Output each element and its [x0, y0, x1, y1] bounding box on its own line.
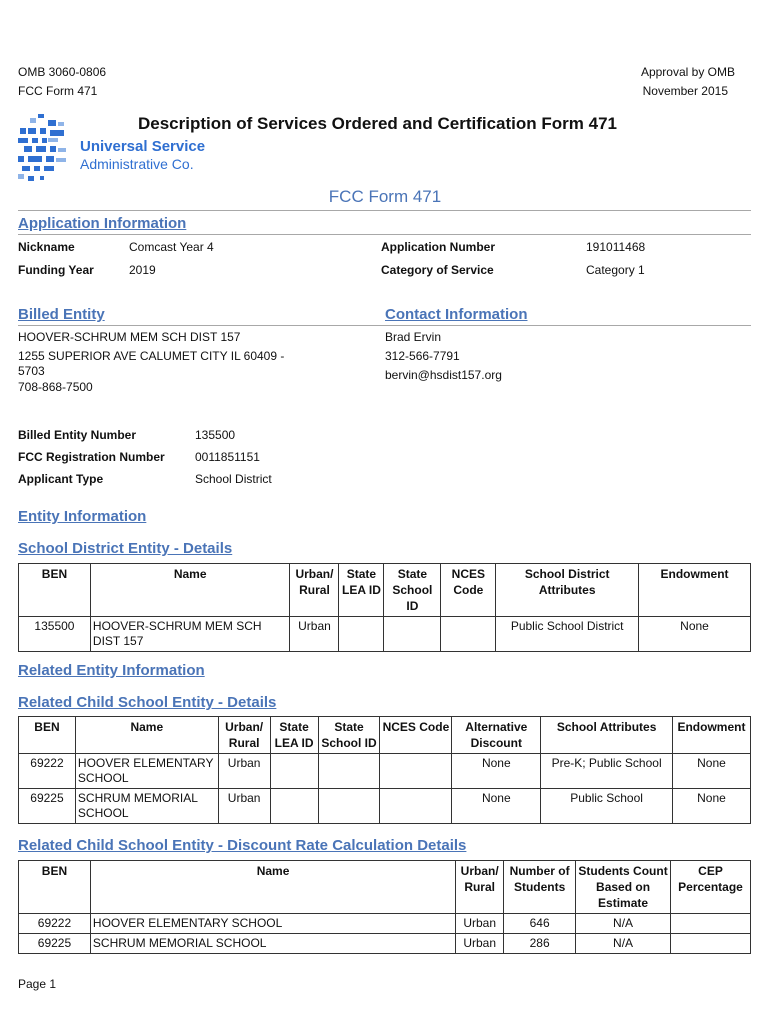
table-cell [380, 754, 452, 789]
billed-entity-divider [18, 325, 751, 326]
table-cell: Public School [541, 789, 673, 824]
table-cell: HOOVER ELEMENTARY SCHOOL [90, 914, 455, 934]
column-header: CEP Percentage [671, 861, 751, 914]
table-cell: N/A [576, 934, 671, 954]
table-row [19, 914, 751, 934]
table-cell: Urban [290, 617, 339, 652]
district-entity-table [18, 563, 751, 652]
table-cell: HOOVER-SCHRUM MEM SCH DIST 157 [90, 617, 290, 652]
table-cell [671, 934, 751, 954]
table-cell: SCHRUM MEMORIAL SCHOOL [90, 934, 455, 954]
funding-year-label: Funding Year [18, 263, 94, 277]
table-cell [270, 789, 318, 824]
column-header: BEN [19, 861, 91, 914]
table-cell [318, 789, 380, 824]
related-entity-heading: Related Entity Information [18, 662, 205, 679]
billed-entity-phone: 708-868-7500 [18, 380, 93, 394]
contact-email[interactable]: bervin@hsdist157.org [385, 368, 502, 382]
column-header: BEN [19, 717, 76, 754]
column-header: NCES Code [441, 564, 496, 617]
column-header: State LEA ID [270, 717, 318, 754]
column-header: Urban/ Rural [456, 861, 504, 914]
table-cell: Urban [218, 789, 270, 824]
child-entity-table [18, 716, 751, 824]
contact-info-heading: Contact Information [385, 306, 528, 323]
column-header: Name [90, 861, 455, 914]
table-cell [380, 789, 452, 824]
table-cell: None [672, 754, 750, 789]
table-cell: Urban [456, 914, 504, 934]
column-header: Urban/ Rural [218, 717, 270, 754]
table-row [19, 617, 751, 652]
application-number-label: Application Number [381, 240, 496, 254]
fcc-registration-label: FCC Registration Number [18, 450, 165, 464]
column-header: Number of Students [504, 861, 576, 914]
table-cell: 646 [504, 914, 576, 934]
application-divider [18, 234, 751, 235]
table-row [19, 934, 751, 954]
column-header: State LEA ID [339, 564, 384, 617]
table-cell: None [452, 754, 541, 789]
table-cell: SCHRUM MEMORIAL SCHOOL [75, 789, 218, 824]
column-header: School District Attributes [496, 564, 639, 617]
table-header-row [19, 717, 751, 754]
table-cell: None [639, 617, 751, 652]
funding-year-value: 2019 [129, 263, 156, 277]
omb-approval-date: November 2015 [642, 84, 728, 98]
billed-entity-heading: Billed Entity [18, 306, 105, 323]
column-header: NCES Code [380, 717, 452, 754]
table-cell [270, 754, 318, 789]
column-header: Endowment [639, 564, 751, 617]
table-cell: None [452, 789, 541, 824]
table-cell [339, 617, 384, 652]
table-cell [384, 617, 441, 652]
contact-phone: 312-566-7791 [385, 349, 460, 363]
column-header: Endowment [672, 717, 750, 754]
form-title: FCC Form 471 [328, 187, 442, 206]
table-row [19, 754, 751, 789]
omb-number: OMB 3060-0806 [18, 65, 107, 79]
applicant-type-label: Applicant Type [18, 472, 104, 486]
omb-approval: Approval by OMB [640, 65, 735, 79]
column-header: State School ID [384, 564, 441, 617]
district-details-heading: School District Entity - Details [18, 540, 233, 557]
table-cell: 286 [504, 934, 576, 954]
table-cell: Public School District [496, 617, 639, 652]
table-cell: 69225 [19, 934, 91, 954]
usac-logo-icon [18, 114, 76, 186]
column-header: Name [90, 564, 290, 617]
billed-entity-address-line1: 1255 SUPERIOR AVE CALUMET CITY IL 60409 - [18, 349, 285, 363]
application-info-heading: Application Information [18, 215, 187, 232]
logo-text-line1: Universal Service [80, 138, 206, 155]
table-cell: 69225 [19, 789, 76, 824]
table-cell: None [672, 789, 750, 824]
table-header-row [19, 861, 751, 914]
entity-info-heading: Entity Information [18, 508, 147, 525]
column-header: Urban/ Rural [290, 564, 339, 617]
column-header: Name [75, 717, 218, 754]
category-value: Category 1 [586, 263, 645, 277]
table-cell [441, 617, 496, 652]
billed-entity-name: HOOVER-SCHRUM MEM SCH DIST 157 [18, 330, 241, 344]
form-reference: FCC Form 471 [18, 84, 98, 98]
column-header: School Attributes [541, 717, 673, 754]
table-cell [671, 914, 751, 934]
column-header: BEN [19, 564, 91, 617]
table-header-row [19, 564, 751, 617]
ben-label: Billed Entity Number [18, 428, 137, 442]
category-label: Category of Service [381, 263, 494, 277]
application-number-value: 191011468 [586, 240, 646, 254]
table-cell: 135500 [19, 617, 91, 652]
table-cell: Urban [218, 754, 270, 789]
nickname-label: Nickname [18, 240, 75, 254]
table-cell: Urban [456, 934, 504, 954]
nickname-value: Comcast Year 4 [129, 240, 214, 254]
column-header: State School ID [318, 717, 380, 754]
applicant-type-value: School District [195, 472, 272, 486]
ben-value: 135500 [195, 428, 236, 442]
contact-name: Brad Ervin [385, 330, 442, 344]
table-row [19, 789, 751, 824]
fcc-registration-value: 0011851151 [195, 450, 260, 464]
page-number: Page 1 [18, 977, 57, 991]
table-cell: Pre-K; Public School [541, 754, 673, 789]
table-cell: N/A [576, 914, 671, 934]
billed-entity-address-line2: 5703 [18, 364, 45, 378]
table-cell [318, 754, 380, 789]
header-divider [18, 210, 751, 211]
discount-details-heading: Related Child School Entity - Discount Rate Calculation Details [18, 837, 467, 854]
discount-rate-table [18, 860, 751, 954]
column-header: Alternative Discount [452, 717, 541, 754]
table-cell: 69222 [19, 754, 76, 789]
table-cell: HOOVER ELEMENTARY SCHOOL [75, 754, 218, 789]
table-cell: 69222 [19, 914, 91, 934]
child-details-heading: Related Child School Entity - Details [18, 694, 277, 711]
logo-text-line2: Administrative Co. [80, 156, 194, 172]
document-title: Description of Services Ordered and Certification Form 471 [138, 114, 617, 133]
column-header: Students Count Based on Estimate [576, 861, 671, 914]
